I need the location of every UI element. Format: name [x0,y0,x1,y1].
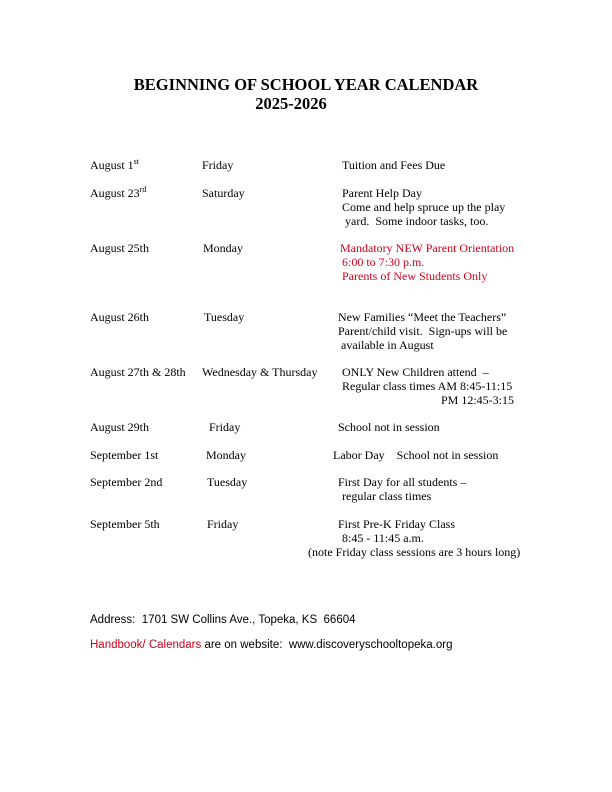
event-description: New Families “Meet the Teachers” [338,310,507,324]
event-description: (note Friday class sessions are 3 hours long) [308,545,521,559]
event-date: August 27th & 28th [90,365,186,379]
event-day: Monday [206,448,246,462]
event-date: September 5th [90,517,160,531]
event-day: Friday [207,517,239,531]
website-note [90,639,452,651]
website-text: are on website: www.discoveryschooltopeka.org [201,639,453,651]
event-day: Tuesday [204,310,245,324]
event-description: First Day for all students – [338,475,467,489]
event-date: August 25th [90,241,150,255]
event-description: Come and help spruce up the play [342,200,506,214]
event-date: August 1st [90,157,140,172]
event-day: Monday [203,241,243,255]
page-title: BEGINNING OF SCHOOL YEAR CALENDAR [133,75,479,94]
event-day: Friday [209,420,241,434]
event-description: Parents of New Students Only [342,269,488,283]
event-description: 8:45 - 11:45 a.m. [342,531,424,545]
event-day: Friday [202,158,234,172]
event-description: available in August [341,338,434,352]
event-description: School not in session [338,420,440,434]
event-description: Labor Day School not in session [333,448,499,462]
event-date: August 23rd [90,185,147,200]
event-date: September 2nd [90,475,163,489]
event-day: Saturday [202,186,245,200]
event-day: Tuesday [207,475,248,489]
event-description: regular class times [342,489,432,503]
event-description: Tuition and Fees Due [342,158,446,172]
event-description: First Pre-K Friday Class [338,517,455,531]
event-description: ONLY New Children attend – [342,365,489,379]
event-description: yard. Some indoor tasks, too. [345,214,489,228]
event-description: Regular class times AM 8:45-11:15 [342,379,513,393]
event-day: Wednesday & Thursday [202,365,318,379]
event-date: September 1st [90,448,159,462]
school-year: 2025-2026 [255,94,327,113]
event-description: Parent Help Day [342,186,422,200]
school-address: Address: 1701 SW Collins Ave., Topeka, KS 66604 [90,614,356,626]
event-description: Mandatory NEW Parent Orientation [340,241,515,255]
event-date: August 26th [90,310,150,324]
event-description: Parent/child visit. Sign-ups will be [338,324,508,338]
handbook-calendars-link[interactable]: Handbook/ Calendars [90,639,202,651]
event-description: PM 12:45-3:15 [441,393,515,407]
event-date: August 29th [90,420,150,434]
event-description: 6:00 to 7:30 p.m. [342,255,425,269]
